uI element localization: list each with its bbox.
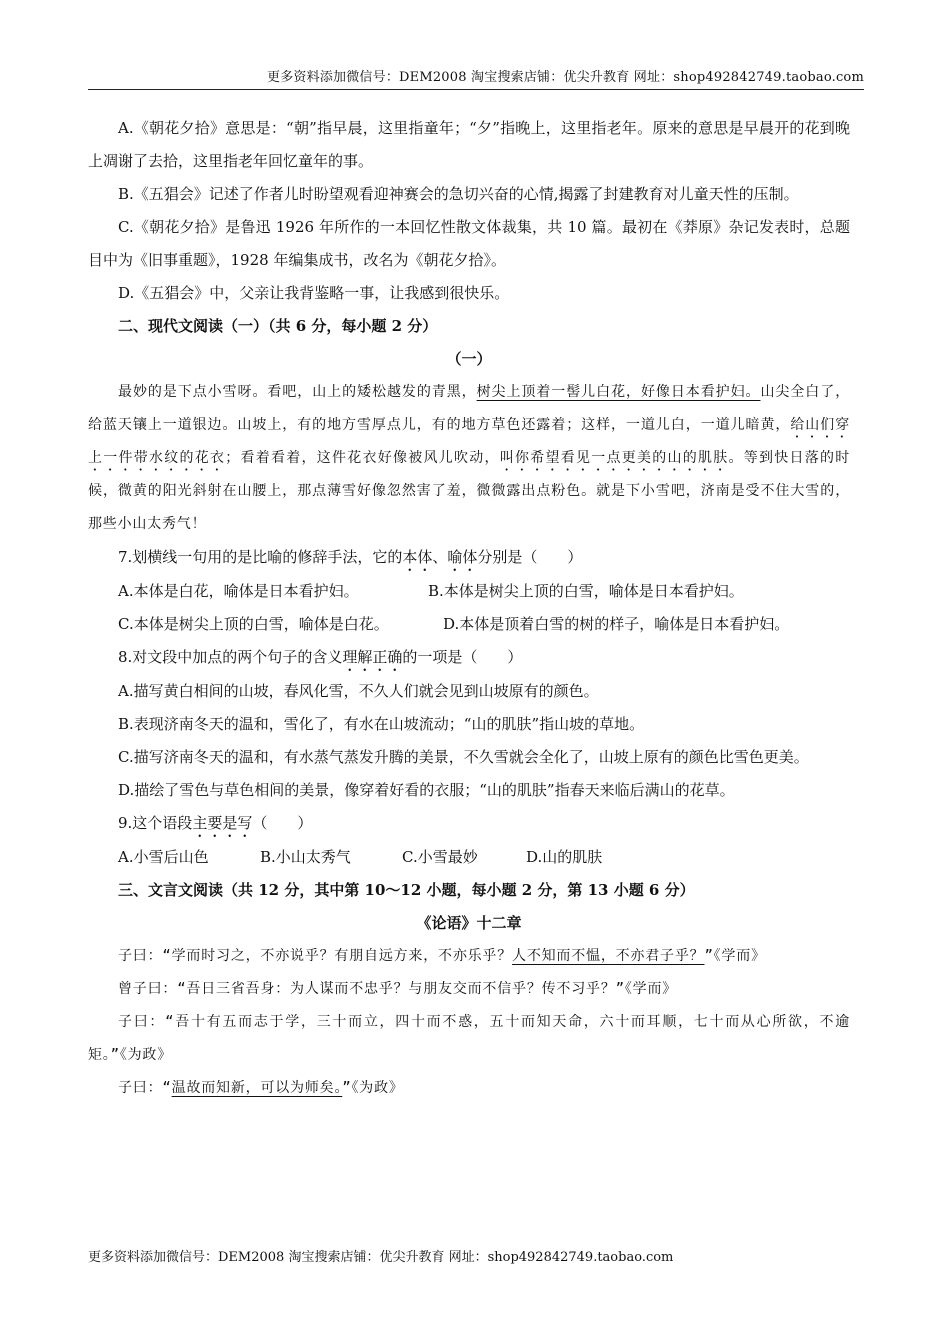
l4-text: 子曰：“ bbox=[118, 1080, 172, 1096]
section-2-heading: 二、现代文阅读（一）（共 6 分，每小题 2 分） bbox=[118, 317, 438, 335]
l4-underlined: 温故而知新，可以为师矣。 bbox=[171, 1080, 343, 1096]
question-8 bbox=[88, 641, 850, 675]
exam-content bbox=[88, 112, 850, 1105]
classical-line-3: 子曰：“吾十有五而志于学，三十而立，四十而不惑，五十而知天命，六十而耳顺，七十而从心所欲，不逾矩。”《为政》 bbox=[88, 1014, 850, 1063]
classical-line-2: 曾子曰：“吾日三省吾身：为人谋而不忠乎？与朋友交而不信乎？传不习乎？”《学而》 bbox=[118, 981, 678, 997]
q8-tail: 的一项是（ ） bbox=[402, 648, 523, 666]
l1-text: 子曰：“学而时习之，不亦说乎？有朋自远方来，不亦乐乎？ bbox=[118, 948, 513, 964]
q9-options bbox=[88, 841, 850, 874]
q9-text: 9.这个语段 bbox=[118, 814, 193, 832]
passage-text-1: 最妙的是下点小雪呀。看吧，山上的矮松越发的青黑， bbox=[118, 384, 477, 400]
page-footer: 更多资料添加微信号：DEM2008 淘宝搜索店铺：优尖升教育 网址：shop492842749.taobao.com bbox=[88, 1250, 674, 1265]
q7-tail: 分别是（ ） bbox=[477, 548, 583, 566]
underlined-sentence: 树尖上顶着一髻儿白花，好像日本看护妇。 bbox=[476, 384, 761, 400]
q8-option-c: C.描写济南冬天的温和，有水蒸气蒸发升腾的美景，不久雪就会全化了，山坡上原有的颜色比雪色更美。 bbox=[118, 748, 809, 766]
option-b-prev: B.《五猖会》记述了作者儿时盼望观看迎神赛会的急切兴奋的心情,揭露了封建教育对儿童天性的压制。 bbox=[118, 185, 799, 203]
option-a-prev: A.《朝花夕拾》意思是：“朝”指早晨，这里指童年；“夕”指晚上，这里指老年。原来的意思是早晨开的花到晚上凋谢了去拾，这里指老年回忆童年的事。 bbox=[88, 119, 850, 170]
option-d-prev: D.《五猖会》中，父亲让我背鉴略一事，让我感到很快乐。 bbox=[118, 284, 510, 302]
page-header: 更多资料添加微信号：DEM2008 淘宝搜索店铺：优尖升教育 网址：shop492842749.taobao.com bbox=[88, 66, 864, 90]
q9-tail: （ ） bbox=[252, 814, 313, 832]
classical-line-1 bbox=[88, 940, 850, 973]
q7-emphasis-2: 喻体 bbox=[447, 548, 478, 566]
passage-text-3: ；看着看着，这件花衣好像被风儿吹动， bbox=[225, 450, 500, 466]
q9-option-d: D.山的肌肤 bbox=[526, 848, 603, 866]
q9-emphasis: 主要是写 bbox=[192, 814, 253, 832]
q8-option-b: B.表现济南冬天的温和，雪化了，有水在山坡流动；“山的肌肤”指山坡的草地。 bbox=[118, 715, 645, 733]
q7-options-row-1 bbox=[88, 575, 850, 608]
q7-option-c: C.本体是树尖上顶的白雪，喻体是白花。 bbox=[118, 615, 389, 633]
l1-source: ”《学而》 bbox=[704, 948, 766, 964]
q9-option-a: A.小雪后山色 bbox=[118, 848, 209, 866]
section-3-heading: 三、文言文阅读（共 12 分，其中第 10～12 小题，每小题 2 分，第 13 小题 6 分） bbox=[118, 881, 695, 899]
q8-option-a: A.描写黄白相间的山坡，春风化雪，不久人们就会见到山坡原有的颜色。 bbox=[118, 682, 599, 700]
q7-option-b: B.本体是树尖上顶的白雪，喻体是日本看护妇。 bbox=[428, 582, 744, 600]
question-9 bbox=[88, 807, 850, 841]
passage-text-4: 。等到快日落的时候，微黄的阳光斜射在山腰上，那点薄雪好像忽然害了羞，微微露出点粉色。就是下小雪吧，济南是受不住大雪的，那些小山太秀气！ bbox=[88, 450, 851, 532]
dotted-sentence-1: 给山们穿上一件带水纹的花衣 bbox=[88, 417, 850, 466]
q7-emphasis-1: 本体 bbox=[402, 548, 433, 566]
l4-source: ”《为政》 bbox=[342, 1080, 404, 1096]
l1-underlined: 人不知而不愠，不亦君子乎？ bbox=[512, 948, 705, 964]
q7-text: 7.划横线一句用的是比喻的修辞手法，它的 bbox=[118, 548, 403, 566]
q8-text: 8.对文段中加点的两个句子的含义 bbox=[118, 648, 343, 666]
q7-option-d: D.本体是顶着白雪的树的样子，喻体是日本看护妇。 bbox=[443, 615, 790, 633]
classical-line-4 bbox=[88, 1072, 850, 1105]
q7-options-row-2 bbox=[88, 608, 850, 641]
q8-option-d: D.描绘了雪色与草色相间的美景，像穿着好看的衣服；“山的肌肤”指春天来临后满山的花草。 bbox=[118, 781, 735, 799]
q8-emphasis: 理解正确 bbox=[342, 648, 403, 666]
passage-text-2: 山尖全白了，给蓝天镶上一道银边。山坡上，有的地方雪厚点儿，有的地方草色还露着；这样，一道儿白，一道儿暗黄， bbox=[88, 384, 850, 433]
classical-title: 《论语》十二章 bbox=[416, 914, 522, 932]
q7-sep: 、 bbox=[432, 548, 448, 566]
q9-option-b: B.小山太秀气 bbox=[260, 848, 351, 866]
section-2-subheading: （一） bbox=[446, 350, 492, 368]
q9-option-c: C.小雪最妙 bbox=[402, 848, 478, 866]
reading-passage bbox=[88, 376, 850, 541]
q7-option-a: A.本体是白花，喻体是日本看护妇。 bbox=[118, 582, 359, 600]
dotted-sentence-2: 叫你希望看见一点更美的山的肌肤 bbox=[499, 450, 729, 466]
question-7 bbox=[88, 541, 850, 575]
option-c-prev: C.《朝花夕拾》是鲁迅 1926 年所作的一本回忆性散文体裁集，共 10 篇。最初在《莽原》杂记发表时，总题目中为《旧事重题》，1928 年编集成书，改名为《朝花夕拾》。 bbox=[88, 218, 850, 269]
